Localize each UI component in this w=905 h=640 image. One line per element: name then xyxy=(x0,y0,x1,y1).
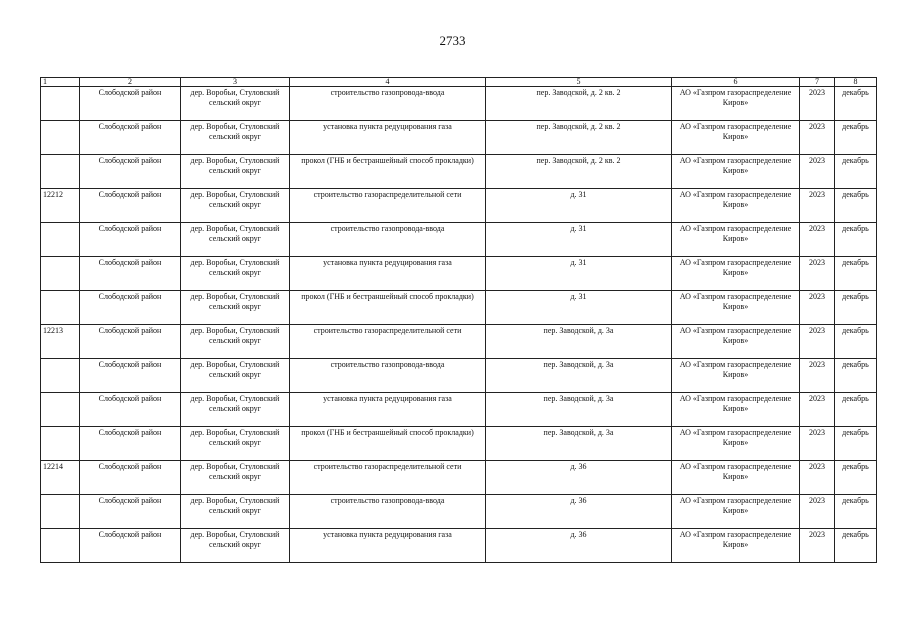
address-cell: пер. Заводской, д. 2 кв. 2 xyxy=(486,155,672,189)
table-row xyxy=(41,87,877,121)
month-cell: декабрь xyxy=(835,529,877,563)
table-row xyxy=(41,155,877,189)
district-cell: Слободской район xyxy=(80,189,181,223)
object-number-cell: 12212 xyxy=(41,189,80,223)
work-type-cell: установка пункта редуцирования газа xyxy=(290,393,486,427)
organization-cell: АО «Газпром газораспределение Киров» xyxy=(672,359,800,393)
locality-cell: дер. Воробьи, Стуловский сельский округ xyxy=(181,223,290,257)
district-cell: Слободской район xyxy=(80,359,181,393)
address-cell: пер. Заводской, д. 3а xyxy=(486,325,672,359)
month-cell: декабрь xyxy=(835,189,877,223)
year-cell: 2023 xyxy=(800,529,835,563)
year-cell: 2023 xyxy=(800,87,835,121)
table-row xyxy=(41,291,877,325)
locality-cell: дер. Воробьи, Стуловский сельский округ xyxy=(181,291,290,325)
table-row xyxy=(41,495,877,529)
year-cell: 2023 xyxy=(800,461,835,495)
column-header-7: 7 xyxy=(800,78,835,87)
month-cell: декабрь xyxy=(835,155,877,189)
column-header-6: 6 xyxy=(672,78,800,87)
work-type-cell: строительство газопровода-ввода xyxy=(290,87,486,121)
address-cell: пер. Заводской, д. 2 кв. 2 xyxy=(486,87,672,121)
organization-cell: АО «Газпром газораспределение Киров» xyxy=(672,223,800,257)
table-header xyxy=(41,78,877,87)
month-cell: декабрь xyxy=(835,121,877,155)
year-cell: 2023 xyxy=(800,495,835,529)
month-cell: декабрь xyxy=(835,393,877,427)
organization-cell: АО «Газпром газораспределение Киров» xyxy=(672,495,800,529)
year-cell: 2023 xyxy=(800,325,835,359)
district-cell: Слободской район xyxy=(80,461,181,495)
district-cell: Слободской район xyxy=(80,529,181,563)
object-number-cell xyxy=(41,257,80,291)
work-type-cell: прокол (ГНБ и бестраншейный способ прокладки) xyxy=(290,291,486,325)
register-table xyxy=(40,77,877,563)
district-cell: Слободской район xyxy=(80,155,181,189)
column-header-8: 8 xyxy=(835,78,877,87)
work-type-cell: строительство газораспределительной сети xyxy=(290,461,486,495)
month-cell: декабрь xyxy=(835,359,877,393)
organization-cell: АО «Газпром газораспределение Киров» xyxy=(672,257,800,291)
locality-cell: дер. Воробьи, Стуловский сельский округ xyxy=(181,359,290,393)
column-header-4: 4 xyxy=(290,78,486,87)
table-row xyxy=(41,427,877,461)
address-cell: д. 31 xyxy=(486,223,672,257)
year-cell: 2023 xyxy=(800,257,835,291)
organization-cell: АО «Газпром газораспределение Киров» xyxy=(672,529,800,563)
district-cell: Слободской район xyxy=(80,223,181,257)
district-cell: Слободской район xyxy=(80,291,181,325)
district-cell: Слободской район xyxy=(80,325,181,359)
month-cell: декабрь xyxy=(835,427,877,461)
year-cell: 2023 xyxy=(800,223,835,257)
address-cell: д. 31 xyxy=(486,291,672,325)
locality-cell: дер. Воробьи, Стуловский сельский округ xyxy=(181,427,290,461)
object-number-cell xyxy=(41,223,80,257)
work-type-cell: установка пункта редуцирования газа xyxy=(290,121,486,155)
address-cell: пер. Заводской, д. 3а xyxy=(486,427,672,461)
object-number-cell xyxy=(41,427,80,461)
month-cell: декабрь xyxy=(835,223,877,257)
locality-cell: дер. Воробьи, Стуловский сельский округ xyxy=(181,495,290,529)
month-cell: декабрь xyxy=(835,87,877,121)
address-cell: д. 36 xyxy=(486,461,672,495)
object-number-cell xyxy=(41,495,80,529)
organization-cell: АО «Газпром газораспределение Киров» xyxy=(672,393,800,427)
work-type-cell: строительство газораспределительной сети xyxy=(290,325,486,359)
work-type-cell: строительство газопровода-ввода xyxy=(290,495,486,529)
address-cell: пер. Заводской, д. 3а xyxy=(486,393,672,427)
table-row xyxy=(41,121,877,155)
object-number-cell: 12214 xyxy=(41,461,80,495)
organization-cell: АО «Газпром газораспределение Киров» xyxy=(672,325,800,359)
page-number: 2733 xyxy=(439,33,466,48)
year-cell: 2023 xyxy=(800,427,835,461)
object-number-cell xyxy=(41,155,80,189)
year-cell: 2023 xyxy=(800,393,835,427)
locality-cell: дер. Воробьи, Стуловский сельский округ xyxy=(181,393,290,427)
column-header-1: 1 xyxy=(41,78,80,87)
table-row xyxy=(41,223,877,257)
district-cell: Слободской район xyxy=(80,427,181,461)
table-row xyxy=(41,529,877,563)
object-number-cell xyxy=(41,393,80,427)
organization-cell: АО «Газпром газораспределение Киров» xyxy=(672,121,800,155)
table-row xyxy=(41,189,877,223)
locality-cell: дер. Воробьи, Стуловский сельский округ xyxy=(181,461,290,495)
object-number-cell xyxy=(41,359,80,393)
work-type-cell: строительство газопровода-ввода xyxy=(290,359,486,393)
month-cell: декабрь xyxy=(835,257,877,291)
locality-cell: дер. Воробьи, Стуловский сельский округ xyxy=(181,325,290,359)
work-type-cell: установка пункта редуцирования газа xyxy=(290,257,486,291)
work-type-cell: строительство газопровода-ввода xyxy=(290,223,486,257)
object-number-cell xyxy=(41,121,80,155)
address-cell: д. 31 xyxy=(486,257,672,291)
work-type-cell: прокол (ГНБ и бестраншейный способ прокладки) xyxy=(290,427,486,461)
month-cell: декабрь xyxy=(835,325,877,359)
table-body xyxy=(41,87,877,563)
object-number-cell xyxy=(41,291,80,325)
locality-cell: дер. Воробьи, Стуловский сельский округ xyxy=(181,155,290,189)
month-cell: декабрь xyxy=(835,461,877,495)
organization-cell: АО «Газпром газораспределение Киров» xyxy=(672,87,800,121)
organization-cell: АО «Газпром газораспределение Киров» xyxy=(672,427,800,461)
object-number-cell xyxy=(41,87,80,121)
year-cell: 2023 xyxy=(800,359,835,393)
locality-cell: дер. Воробьи, Стуловский сельский округ xyxy=(181,121,290,155)
address-cell: д. 36 xyxy=(486,495,672,529)
table-row xyxy=(41,359,877,393)
month-cell: декабрь xyxy=(835,495,877,529)
district-cell: Слободской район xyxy=(80,257,181,291)
address-cell: пер. Заводской, д. 3а xyxy=(486,359,672,393)
year-cell: 2023 xyxy=(800,155,835,189)
work-type-cell: установка пункта редуцирования газа xyxy=(290,529,486,563)
column-header-2: 2 xyxy=(80,78,181,87)
address-cell: пер. Заводской, д. 2 кв. 2 xyxy=(486,121,672,155)
table-row xyxy=(41,257,877,291)
locality-cell: дер. Воробьи, Стуловский сельский округ xyxy=(181,87,290,121)
table-row xyxy=(41,461,877,495)
month-cell: декабрь xyxy=(835,291,877,325)
district-cell: Слободской район xyxy=(80,121,181,155)
year-cell: 2023 xyxy=(800,291,835,325)
locality-cell: дер. Воробьи, Стуловский сельский округ xyxy=(181,257,290,291)
work-type-cell: строительство газораспределительной сети xyxy=(290,189,486,223)
column-header-5: 5 xyxy=(486,78,672,87)
object-number-cell: 12213 xyxy=(41,325,80,359)
table-row xyxy=(41,393,877,427)
district-cell: Слободской район xyxy=(80,495,181,529)
district-cell: Слободской район xyxy=(80,87,181,121)
organization-cell: АО «Газпром газораспределение Киров» xyxy=(672,291,800,325)
locality-cell: дер. Воробьи, Стуловский сельский округ xyxy=(181,529,290,563)
table-row xyxy=(41,325,877,359)
header-row xyxy=(41,78,877,87)
year-cell: 2023 xyxy=(800,189,835,223)
address-cell: д. 36 xyxy=(486,529,672,563)
organization-cell: АО «Газпром газораспределение Киров» xyxy=(672,155,800,189)
work-type-cell: прокол (ГНБ и бестраншейный способ прокладки) xyxy=(290,155,486,189)
locality-cell: дер. Воробьи, Стуловский сельский округ xyxy=(181,189,290,223)
year-cell: 2023 xyxy=(800,121,835,155)
organization-cell: АО «Газпром газораспределение Киров» xyxy=(672,461,800,495)
address-cell: д. 31 xyxy=(486,189,672,223)
district-cell: Слободской район xyxy=(80,393,181,427)
column-header-3: 3 xyxy=(181,78,290,87)
object-number-cell xyxy=(41,529,80,563)
organization-cell: АО «Газпром газораспределение Киров» xyxy=(672,189,800,223)
